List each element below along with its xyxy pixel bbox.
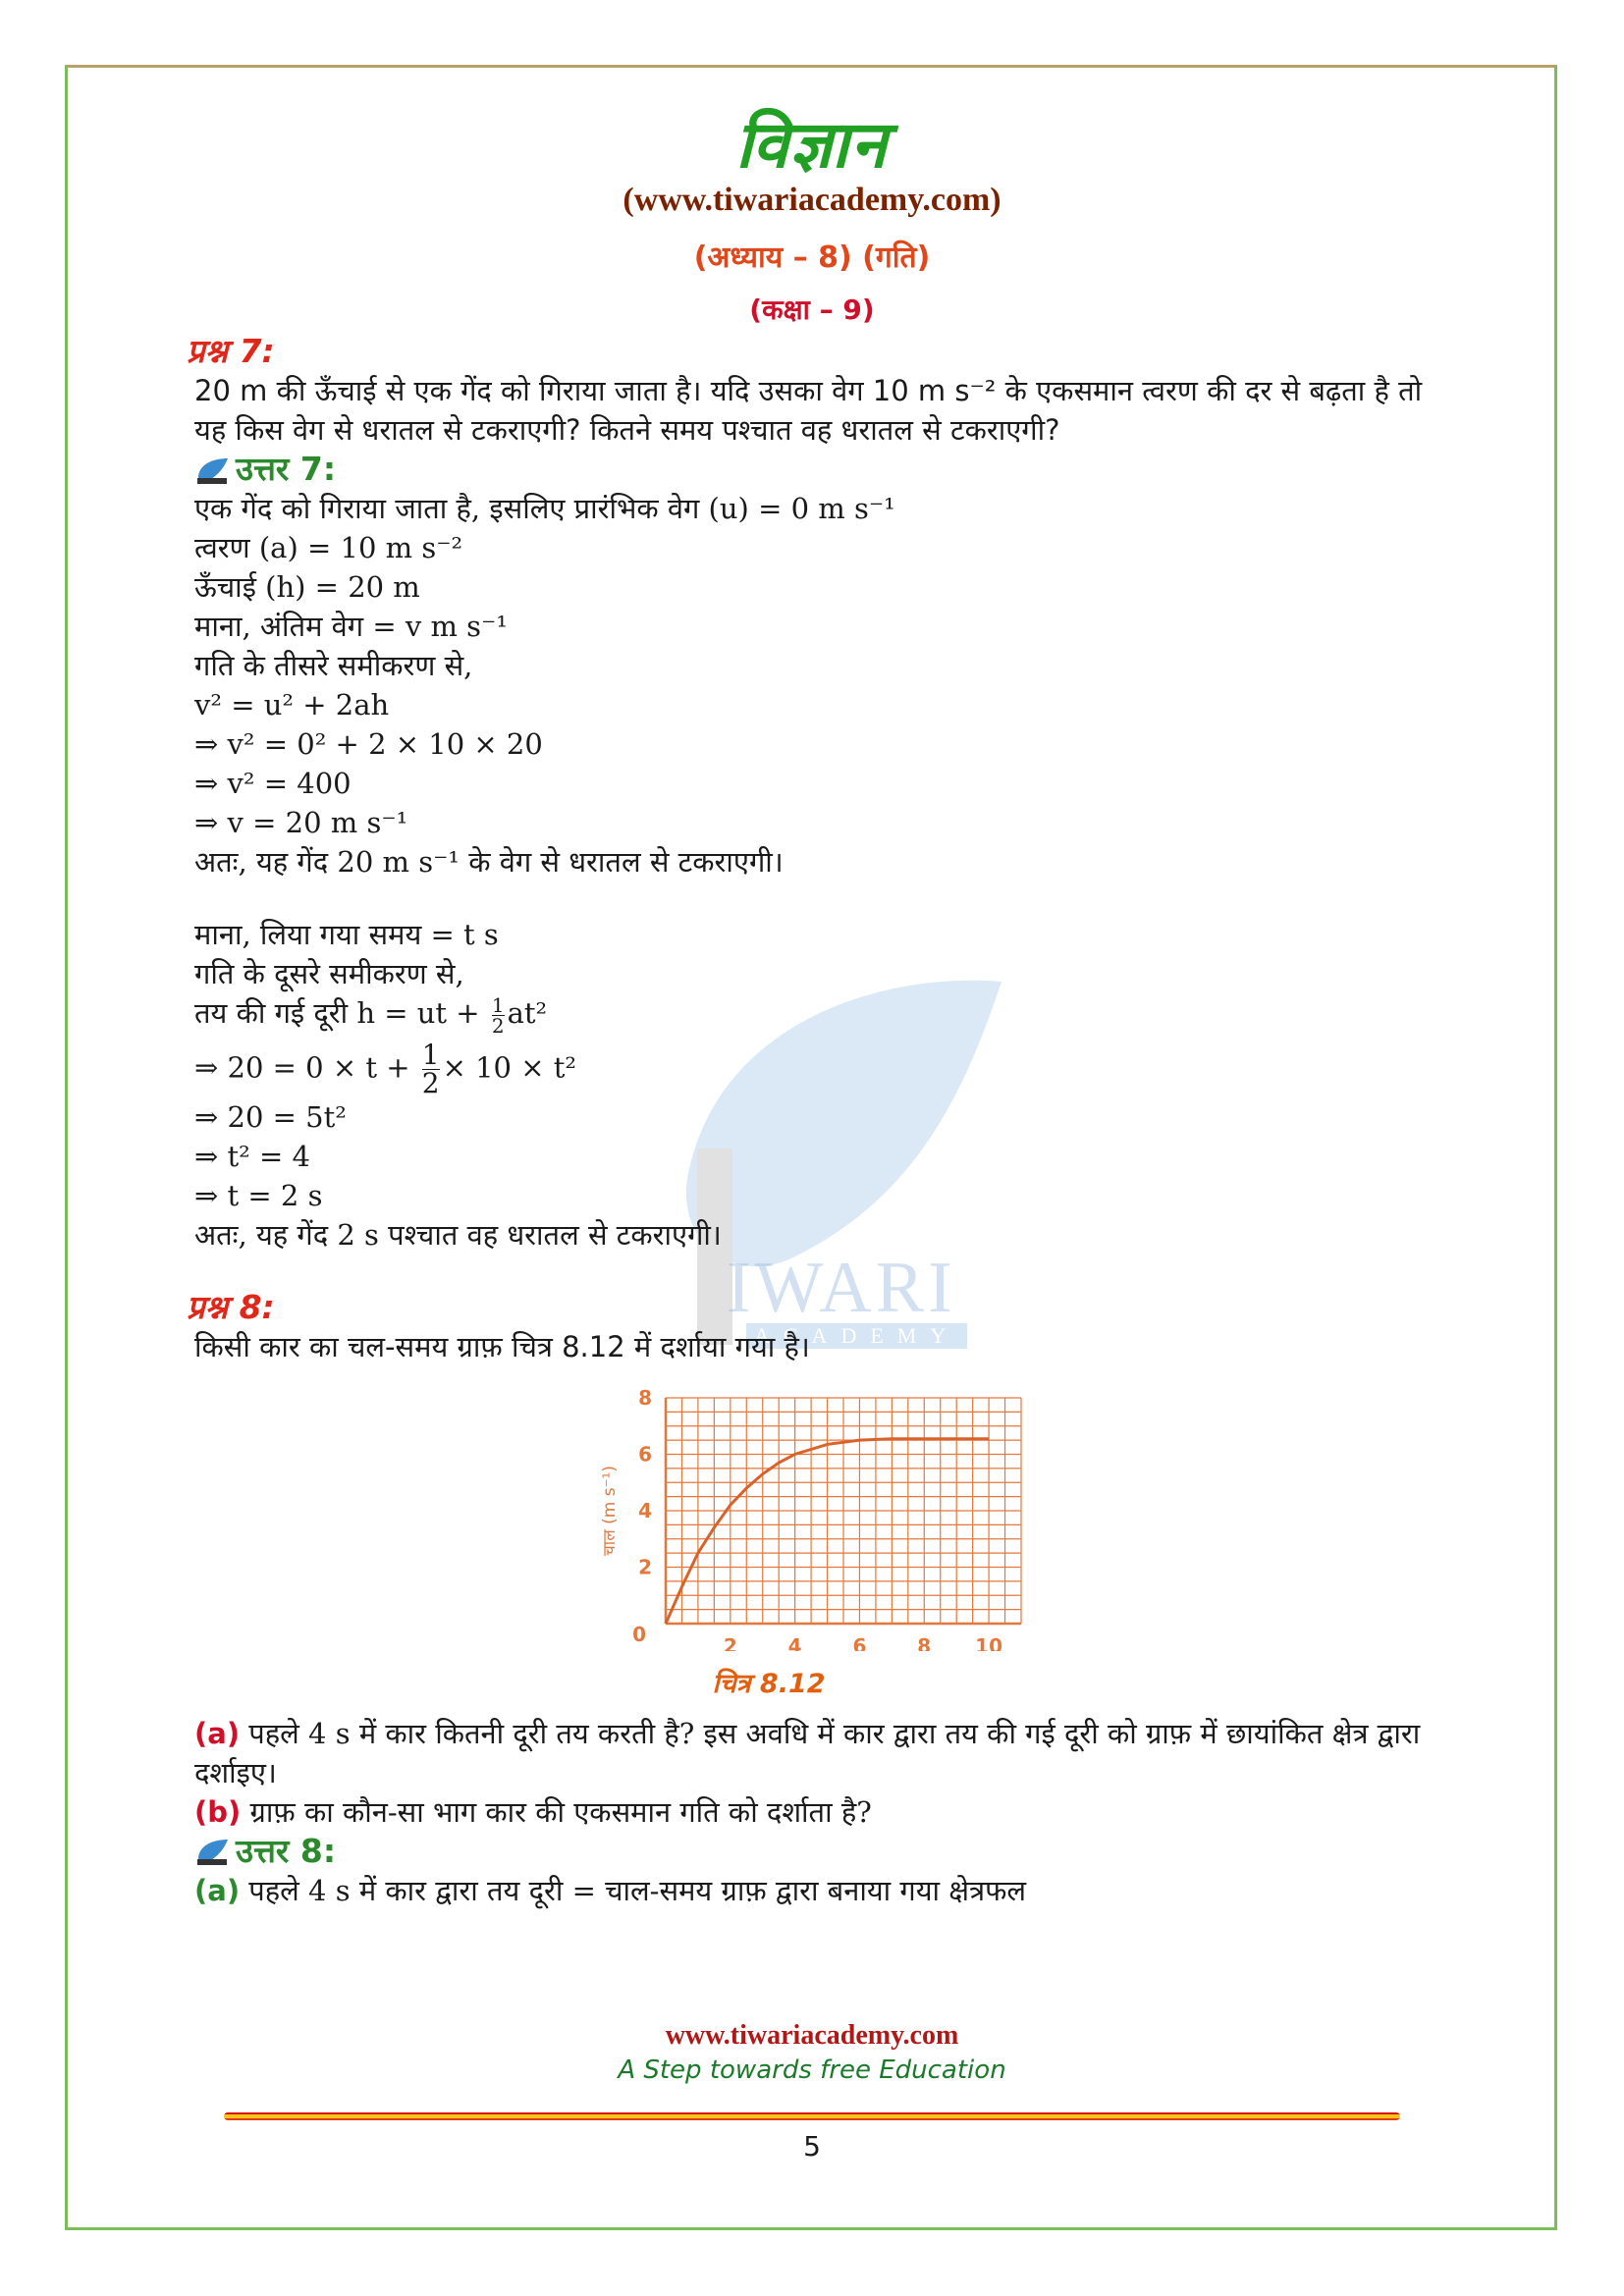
answer-7-line: v² = u² + 2ah [194, 688, 390, 721]
question-8-text: किसी कार का चल-समय ग्राफ़ चित्र 8.12 में दर्शाया गया है। [194, 1329, 810, 1363]
leaf-logo-icon [194, 1838, 230, 1867]
question-8-label: प्रश्न 8: [187, 1287, 275, 1326]
y-tick-label: 6 [638, 1442, 652, 1466]
answer-8-label-row [194, 1832, 1461, 1871]
x-tick-label: 2 [723, 1633, 737, 1651]
origin-label: 0 [632, 1622, 646, 1646]
watermark-text: IWARI [727, 1248, 956, 1328]
answer-7-line: माना, अंतिम वेग = v m s⁻¹ [194, 610, 508, 643]
answer-8-a [194, 1871, 1461, 1910]
answer-7-line: माना, लिया गया समय = t s [194, 918, 499, 951]
site-url[interactable]: (www.tiwariacademy.com) [623, 182, 1001, 218]
answer-7-line: ऊँचाई (h) = 20 m [194, 570, 420, 604]
footer-url[interactable]: www.tiwariacademy.com [665, 2020, 959, 2051]
question-7-label: प्रश्न 7: [187, 332, 275, 370]
class-heading: (कक्षा – 9) [749, 294, 875, 326]
y-tick-label: 8 [638, 1385, 652, 1410]
answer-7-line: अतः, यह गेंद 2 s पश्चात वह धरातल से टकराएगी। [194, 1217, 722, 1252]
chapter-heading: (अध्याय – 8) (गति) [693, 240, 931, 275]
eq-prefix: ⇒ 20 = 0 × t + [194, 1050, 419, 1084]
answer-7-line: ⇒ v = 20 m s⁻¹ [194, 806, 408, 839]
y-axis-label: चाल (m s⁻¹) [600, 1465, 620, 1556]
y-tick-label: 4 [638, 1498, 652, 1522]
footer-tagline: A Step towards free Education [618, 2056, 1006, 2085]
x-tick-label: 10 [975, 1633, 1003, 1651]
speed-time-chart [194, 1366, 1461, 1651]
main-content [187, 332, 1461, 1910]
substitution-equation [194, 1038, 1461, 1099]
answer-7-line: अतः, यह गेंद 20 m s⁻¹ के वेग से धरातल से टकराएगी। [194, 845, 784, 879]
figure-caption: चित्र 8.12 [712, 1668, 826, 1699]
speed-time-graph [194, 1366, 1461, 1651]
part-b-text: ग्राफ़ का कौन-सा भाग कार की एकसमान गति को दर्शाता है? [249, 1794, 872, 1829]
page-number: 5 [803, 2130, 821, 2163]
fraction-denominator: 2 [421, 1066, 440, 1099]
part-a-text: पहले 4 s में कार कितनी दूरी तय करती है? इस अवधि में कार द्वारा तय की गई दूरी को ग्राफ़ में छायांकित क्षेत्र द्वारा दर्शाइए। [194, 1716, 1421, 1789]
answer-7-line: गति के दूसरे समीकरण से, [194, 957, 464, 990]
fraction [421, 1038, 440, 1099]
answer-8-a-text: पहले 4 s में कार द्वारा तय दूरी = चाल-समय ग्राफ़ द्वारा बनाया गया क्षेत्रफल [248, 1873, 1027, 1907]
answer-7-line: गति के तीसरे समीकरण से, [194, 649, 473, 682]
answer-7-line: ⇒ v² = 400 [194, 767, 352, 800]
answer-8-a-label: (a) [194, 1873, 241, 1907]
fraction-denominator: 2 [491, 1013, 505, 1038]
answer-7-line: त्वरण (a) = 10 m s⁻² [194, 531, 463, 564]
distance-eq-prefix: तय की गई दूरी h = ut + [194, 996, 489, 1030]
answer-7-label: उत्तर 7: [236, 450, 337, 488]
y-tick-label: 2 [638, 1555, 652, 1578]
answer-7-line: ⇒ v² = 0² + 2 × 10 × 20 [194, 727, 543, 761]
question-7-text: 20 m की ऊँचाई से एक गेंद को गिराया जाता है। यदि उसका वेग 10 m s⁻² के एकसमान त्वरण की दर से बढ़ता है तो यह किस वेग से धरातल से टकराएगी? कितने समय पश्चात वह धरातल से टकराएगी? [194, 374, 1423, 447]
part-a-label: (a) [194, 1716, 241, 1750]
distance-eq-suffix: at² [507, 996, 548, 1030]
part-a [194, 1714, 1461, 1792]
x-tick-label: 8 [917, 1633, 932, 1651]
watermark-subtext: ACADEMY [746, 1323, 967, 1349]
answer-7-line: एक गेंद को गिराया जाता है, इसलिए प्रारंभिक वेग (u) = 0 m s⁻¹ [194, 492, 895, 525]
x-tick-label: 6 [852, 1633, 867, 1651]
page-title: विज्ञान [735, 107, 889, 183]
fraction [491, 992, 505, 1038]
answer-7-line: ⇒ t² = 4 [194, 1139, 310, 1173]
answer-7-label-row [194, 450, 1461, 489]
answer-7-line: ⇒ t = 2 s [194, 1178, 323, 1212]
part-b [194, 1792, 1461, 1832]
fraction-numerator: 1 [491, 992, 505, 1017]
leaf-logo-icon [194, 456, 230, 486]
x-tick-label: 4 [787, 1633, 802, 1651]
footer-divider [224, 2112, 1400, 2120]
part-b-label: (b) [194, 1794, 242, 1829]
eq-suffix: × 10 × t² [442, 1050, 576, 1084]
answer-8-label: उत्तर 8: [236, 1831, 337, 1870]
answer-7-line: ⇒ 20 = 5t² [194, 1099, 347, 1134]
distance-equation [194, 993, 1461, 1036]
fraction-numerator: 1 [421, 1038, 440, 1071]
